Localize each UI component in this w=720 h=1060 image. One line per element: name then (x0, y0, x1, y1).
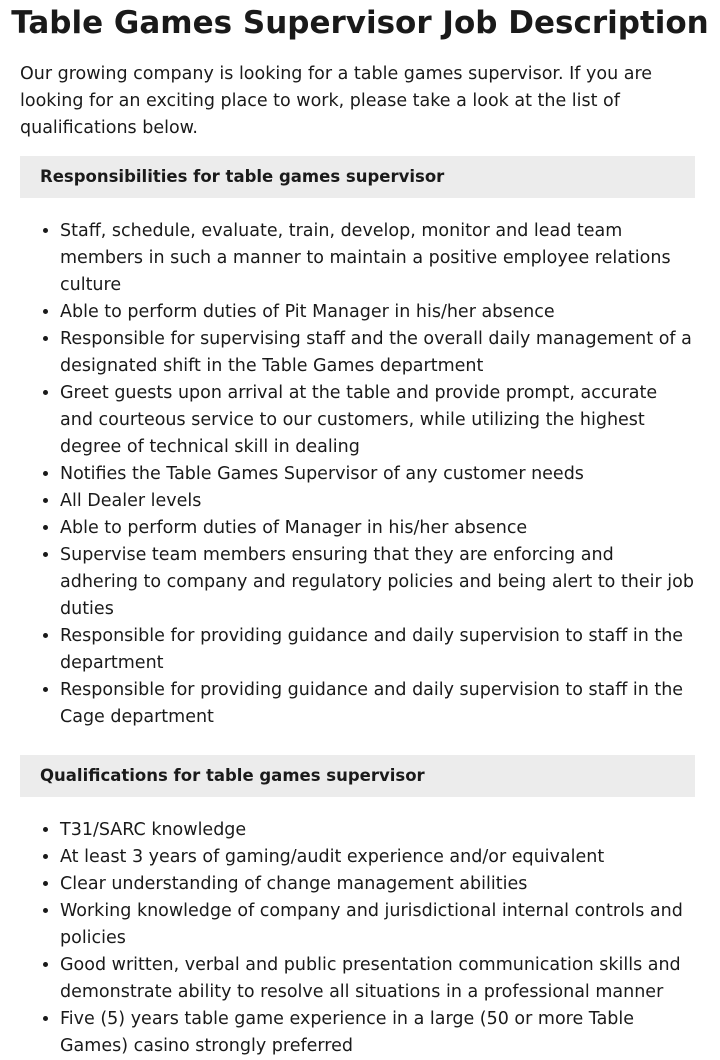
list-item: • Greet guests upon arrival at the table and provide prompt, accurate and courteous service to our customers, while utilizing the highest degree of technical skill in dealing (60, 380, 695, 461)
list-item: • Responsible for providing guidance and daily supervision to staff in the department (60, 623, 695, 677)
list-item: • Responsible for providing guidance and daily supervision to staff in the Cage department (60, 677, 695, 731)
qualifications-list (20, 817, 695, 1060)
list-item: • At least 3 years of gaming/audit experience and/or equivalent (60, 844, 695, 871)
list-item: • Supervise team members ensuring that they are enforcing and adhering to company and regulatory policies and being alert to their job duties (60, 542, 695, 623)
list-item: • Able to perform duties of Manager in his/her absence (60, 515, 695, 542)
list-item: • T31/SARC knowledge (60, 817, 695, 844)
list-item: • Working knowledge of company and jurisdictional internal controls and policies (60, 898, 695, 952)
list-item: • Responsible for supervising staff and the overall daily management of a designated shift in the Table Games department (60, 326, 695, 380)
list-item: • All Dealer levels (60, 488, 695, 515)
list-item: • Notifies the Table Games Supervisor of any customer needs (60, 461, 695, 488)
list-item: • Clear understanding of change management abilities (60, 871, 695, 898)
qualifications-heading: Qualifications for table games supervisor (20, 755, 695, 797)
page-title: Table Games Supervisor Job Description (11, 5, 709, 41)
list-item: • Able to perform duties of Pit Manager in his/her absence (60, 299, 695, 326)
intro-text: Our growing company is looking for a table games supervisor. If you are looking for an exciting place to work, please take a look at the list of qualifications below. (20, 64, 653, 138)
responsibilities-list (20, 218, 695, 731)
list-item: • Staff, schedule, evaluate, train, develop, monitor and lead team members in such a manner to maintain a positive employee relations culture (60, 218, 695, 299)
list-item: • Five (5) years table game experience in a large (50 or more Table Games) casino strongly preferred (60, 1006, 695, 1060)
responsibilities-heading: Responsibilities for table games supervisor (20, 156, 695, 198)
list-item: • Good written, verbal and public presentation communication skills and demonstrate ability to resolve all situations in a professional manner (60, 952, 695, 1006)
